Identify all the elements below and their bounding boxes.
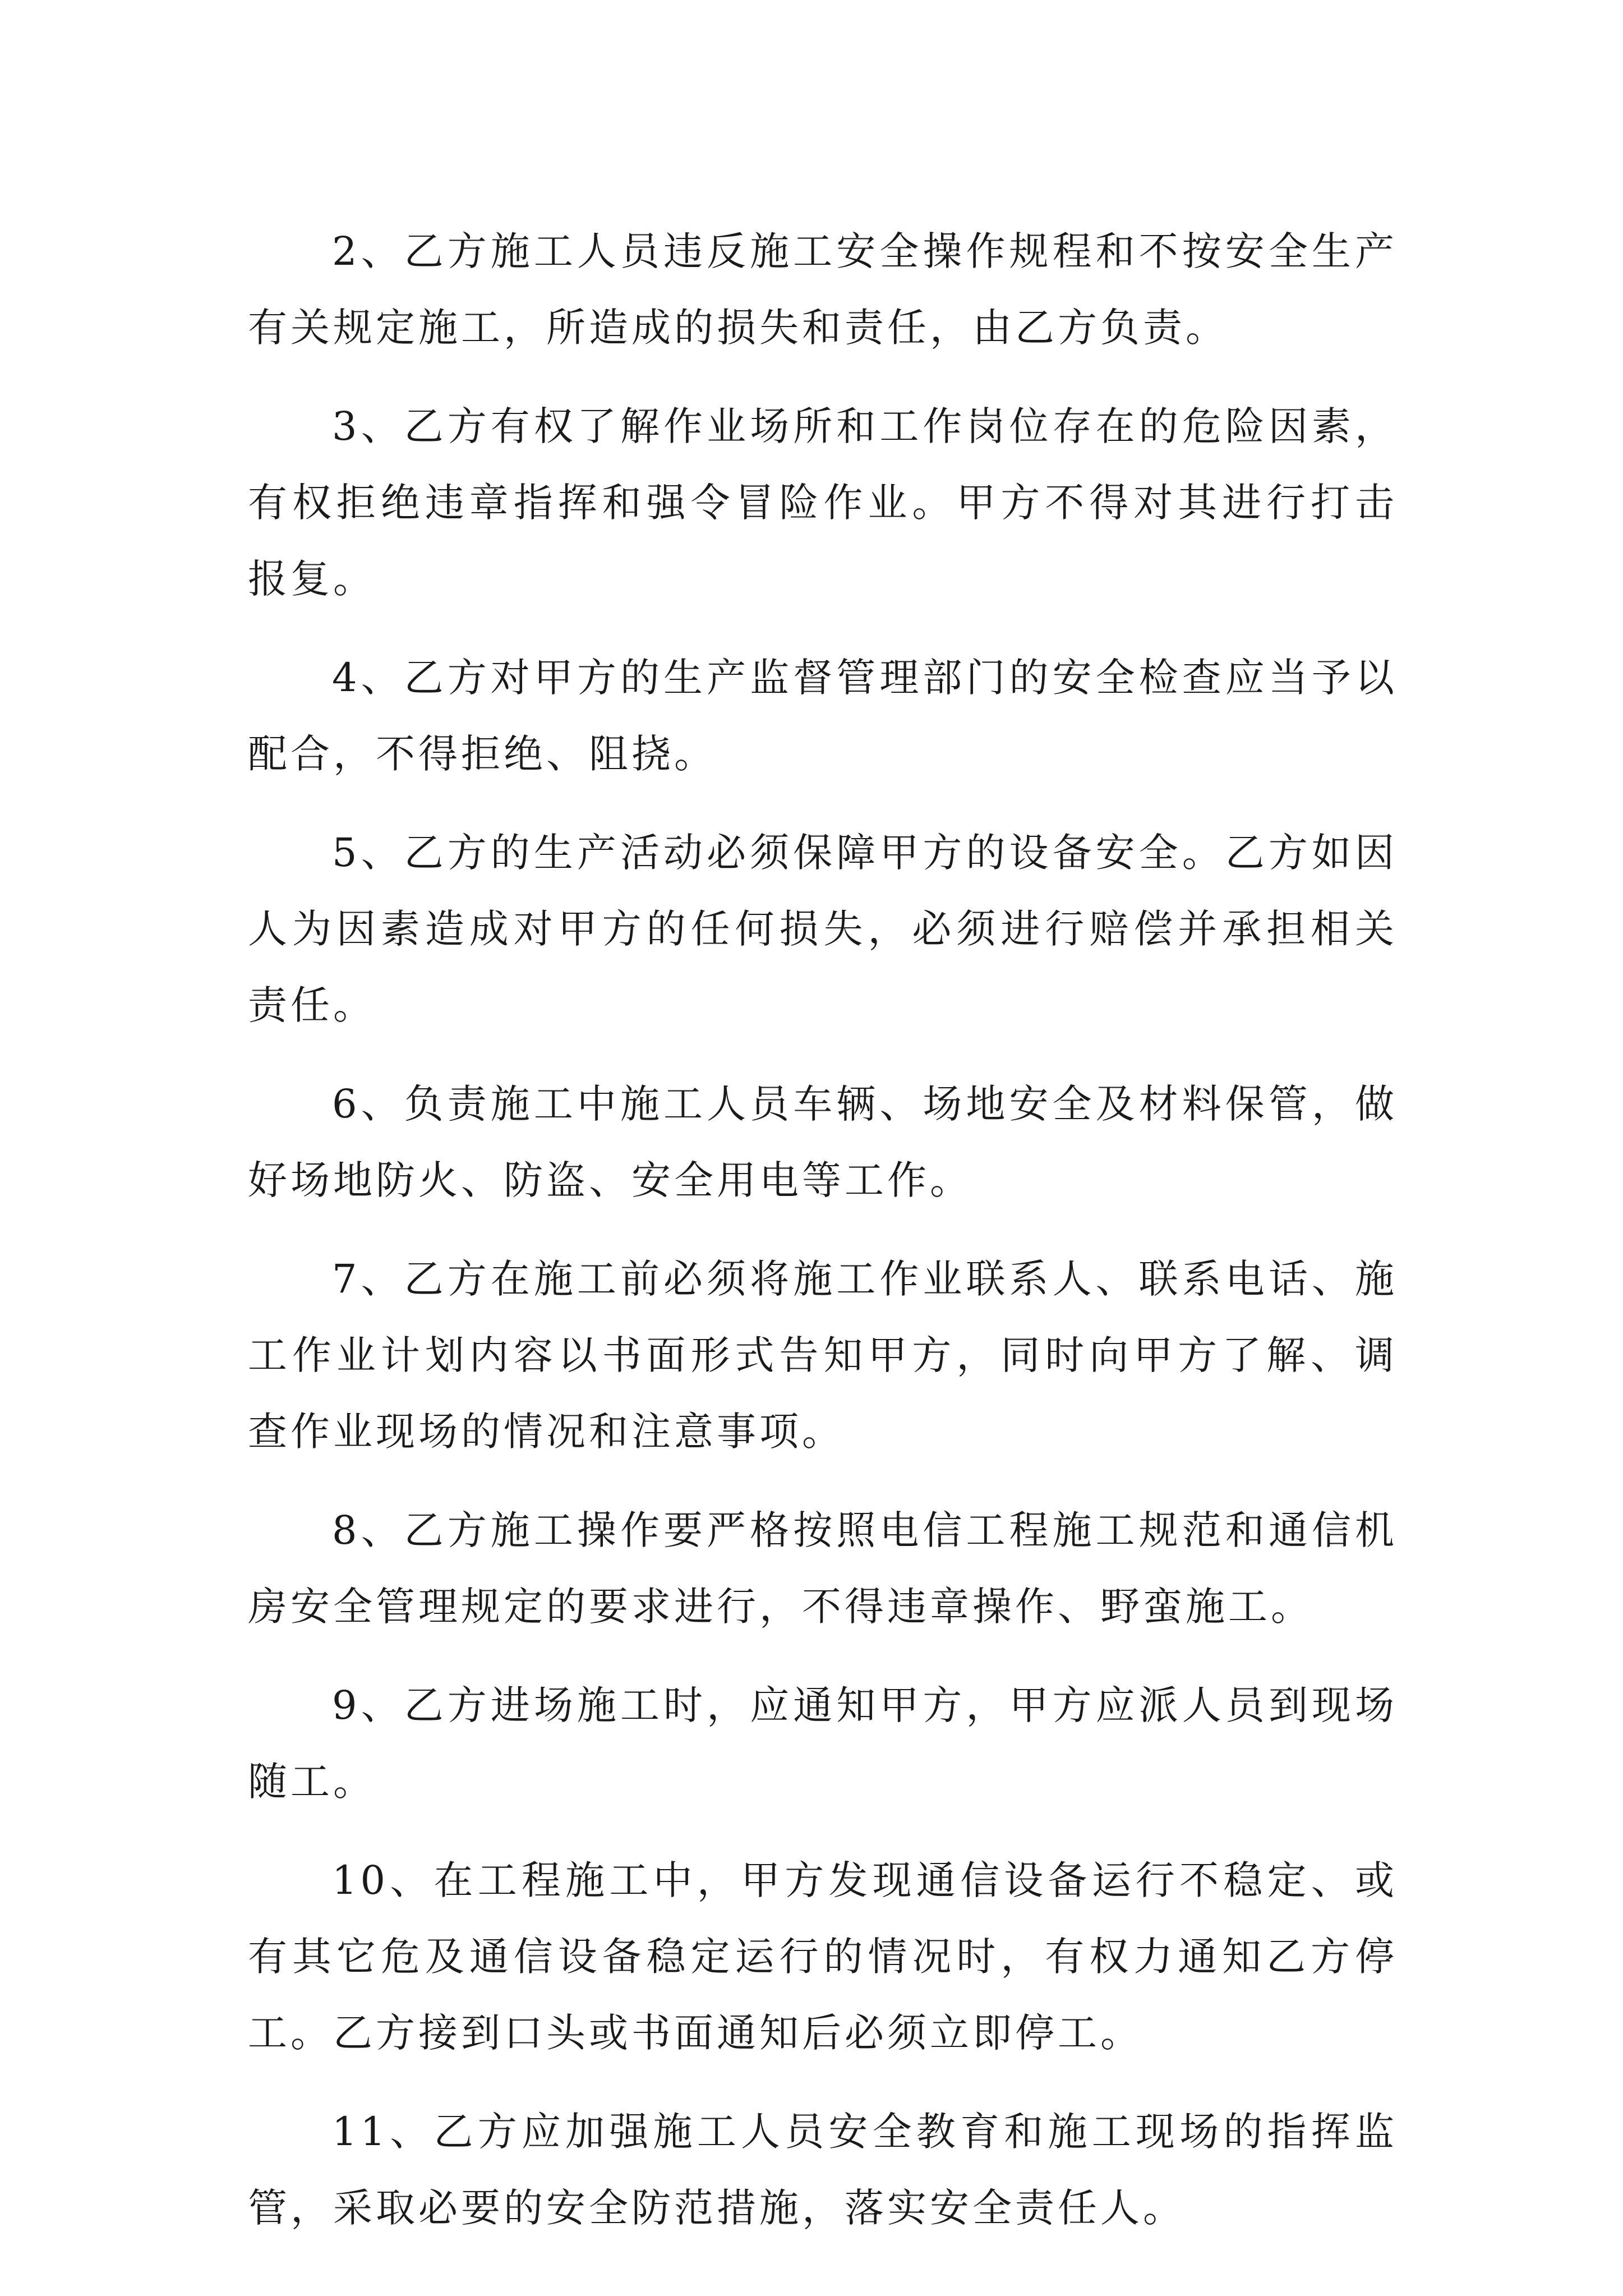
clause-2: 2、乙方施工人员违反施工安全操作规程和不按安全生产有关规定施工，所造成的损失和责任，由乙方负责。 [248,228,1398,351]
clause-3: 3、乙方有权了解作业场所和工作岗位存在的危险因素，有权拒绝违章指挥和强令冒险作业。甲方不得对其进行打击报复。 [248,403,1398,602]
document-body [248,213,1398,2269]
clause-11: 11、乙方应加强施工人员安全教育和施工现场的指挥监管，采取必要的安全防范措施，落实安全责任人。 [248,2109,1398,2231]
clause-7: 7、乙方在施工前必须将施工作业联系人、联系电话、施工作业计划内容以书面形式告知甲方，同时向甲方了解、调查作业现场的情况和注意事项。 [248,1256,1398,1455]
clause-6: 6、负责施工中施工人员车辆、场地安全及材料保管，做好场地防火、防盗、安全用电等工作。 [248,1081,1398,1203]
clause-4: 4、乙方对甲方的生产监督管理部门的安全检查应当予以配合，不得拒绝、阻挠。 [248,655,1398,777]
clause-10: 10、在工程施工中，甲方发现通信设备运行不稳定、或有其它危及通信设备稳定运行的情况时，有权力通知乙方停工。乙方接到口头或书面通知后必须立即停工。 [248,1857,1398,2056]
clause-5: 5、乙方的生产活动必须保障甲方的设备安全。乙方如因人为因素造成对甲方的任何损失，必须进行赔偿并承担相关责任。 [248,830,1398,1028]
clause-8: 8、乙方施工操作要严格按照电信工程施工规范和通信机房安全管理规定的要求进行，不得违章操作、野蛮施工。 [248,1507,1398,1630]
clause-9: 9、乙方进场施工时，应通知甲方，甲方应派人员到现场随工。 [248,1682,1398,1805]
